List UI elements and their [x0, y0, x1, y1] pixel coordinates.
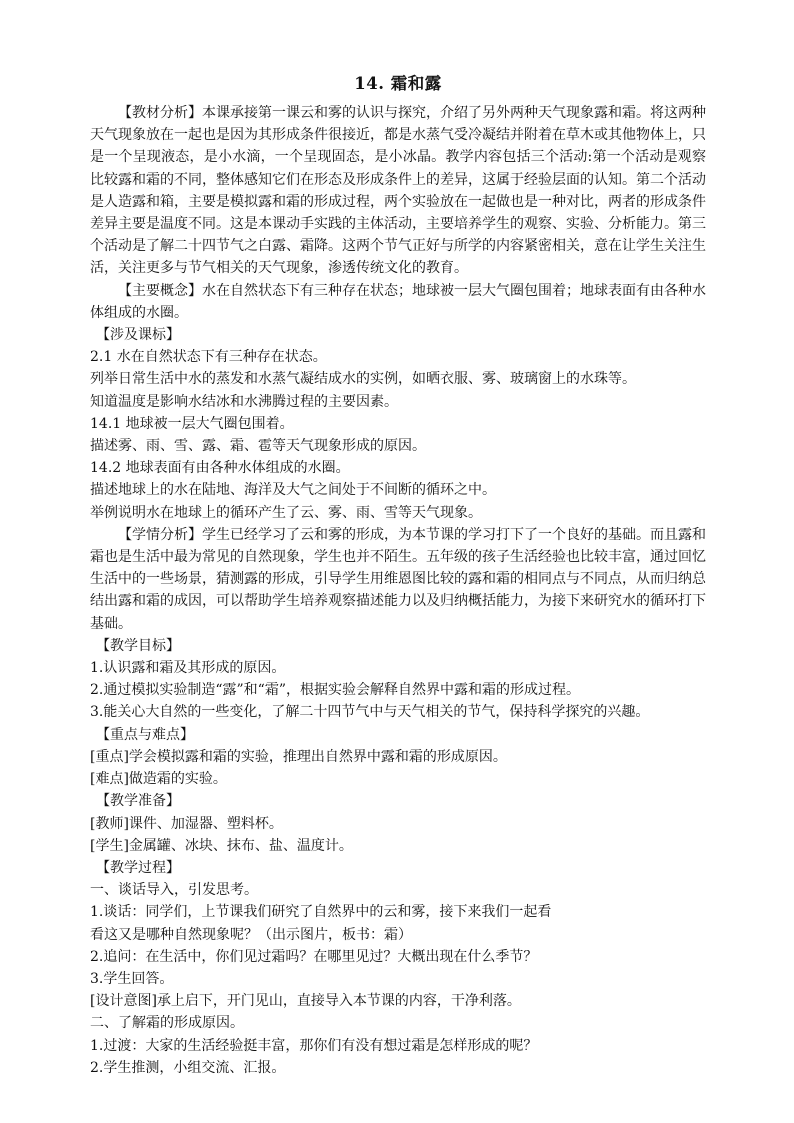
goals-heading: 【教学目标】 [96, 637, 180, 654]
process-line: 2.追问：在生活中，你们见过霜吗？在哪里见过？大概出现在什么季节？ [90, 948, 538, 965]
standard-line: 描述地球上的水在陆地、海洋及大气之间处于不间断的循环之中。 [90, 482, 496, 499]
process-line: [设计意图]承上启下，开门见山，直接导入本节课的内容，干净利落。 [90, 993, 521, 1010]
preparation-item: [学生]金属罐、冰块、抹布、盐、温度计。 [90, 837, 353, 854]
goal-item: 2.通过模拟实验制造“露”和“霜”，根据实验会解释自然界中露和霜的形成过程。 [90, 682, 580, 699]
student-analysis-paragraph: 【学情分析】学生已经学习了云和雾的形成，为本节课的学习打下了一个良好的基础。而且露和霜也是生活中最为常见的自然现象，学生也并不陌生。五年级的孩子生活经验也比较丰富，通过回忆生活中的一些场景，猜测露的形成，引导学生用维恩图比较的露和霜的相同点与不同点，从而归纳总结出露和霜的成因，可以帮助学生培养观察描述能力以及归纳概括能力，为接下来研究水的循环打下基础。 [90, 526, 706, 632]
standard-line: 2.1 水在自然状态下有三种存在状态。 [90, 349, 327, 366]
standards-heading: 【涉及课标】 [96, 327, 180, 344]
page-title: 14. 霜和露 [354, 74, 442, 93]
document-page [90, 70, 706, 1079]
standard-line: 描述雾、雨、雪、露、霜、雹等天气现象形成的原因。 [90, 438, 426, 455]
process-line: 3.学生回答。 [90, 970, 174, 987]
standard-line: 14.2 地球表面有由各种水体组成的水圈。 [90, 460, 350, 477]
process-line: 二、了解霜的形成原因。 [90, 1015, 244, 1032]
process-line: 一、谈话导入，引发思考。 [90, 882, 258, 899]
standard-line: 列举日常生活中水的蒸发和水蒸气凝结成水的实例，如晒衣服、雾、玻璃窗上的水珠等。 [90, 371, 636, 388]
preparation-heading: 【教学准备】 [96, 793, 180, 810]
standard-line: 知道温度是影响水结冰和水沸腾过程的主要因素。 [90, 393, 398, 410]
main-concepts-paragraph: 【主要概念】水在自然状态下有三种存在状态；地球被一层大气圈包围着；地球表面有由各种水体组成的水圈。 [90, 282, 706, 321]
standard-line: 14.1 地球被一层大气圈包围着。 [90, 415, 294, 432]
process-line: 看这又是哪种自然现象呢？（出示图片，板书：霜） [90, 926, 412, 943]
goal-item: 1.认识露和霜及其形成的原因。 [90, 660, 286, 677]
preparation-item: [教师]课件、加湿器、塑料杯。 [90, 815, 283, 832]
process-line: 2.学生推测，小组交流、汇报。 [90, 1059, 286, 1076]
key-points-heading: 【重点与难点】 [96, 726, 194, 743]
textbook-analysis-paragraph: 【教材分析】本课承接第一课云和雾的认识与探究，介绍了另外两种天气现象露和霜。将这两种天气现象放在一起也是因为其形成条件很接近，都是水蒸气受冷凝结并附着在草木或其他物体上，只是一个呈现液态，是小水滴，一个呈现固态，是小冰晶。教学内容包括三个活动:第一个活动是观察比较露和霜的不同，整体感知它们在形态及形成条件上的差异，这属于经验层面的认知。第二个活动是人造露和箱，主要是模拟露和霜的形成过程，两个实验放在一起做也是一种对比，两者的形成条件差异主要是温度不同。这是本课动手实践的主体活动，主要培养学生的观察、实验、分析能力。第三个活动是了解二十四节气之白露、霜降。这两个节气正好与所学的内容紧密相关，意在让学生关注生活，关注更多与节气相关的天气现象，渗透传统文化的教育。 [90, 105, 706, 277]
process-line: 1.谈话：同学们，上节课我们研究了自然界中的云和雾，接下来我们一起看 [90, 904, 552, 921]
key-point-item: [难点]做造霜的实验。 [90, 771, 227, 788]
key-point-item: [重点]学会模拟露和霜的实验，推理出自然界中露和霜的形成原因。 [90, 748, 507, 765]
process-line: 1.过渡：大家的生活经验挺丰富，那你们有没有想过霜是怎样形成的呢？ [90, 1037, 538, 1054]
process-heading: 【教学过程】 [96, 859, 180, 876]
standard-line: 举例说明水在地球上的循环产生了云、雾、雨、雪等天气现象。 [90, 504, 482, 521]
goal-item: 3.能关心大自然的一些变化，了解二十四节气中与天气相关的节气，保持科学探究的兴趣。 [90, 704, 650, 721]
